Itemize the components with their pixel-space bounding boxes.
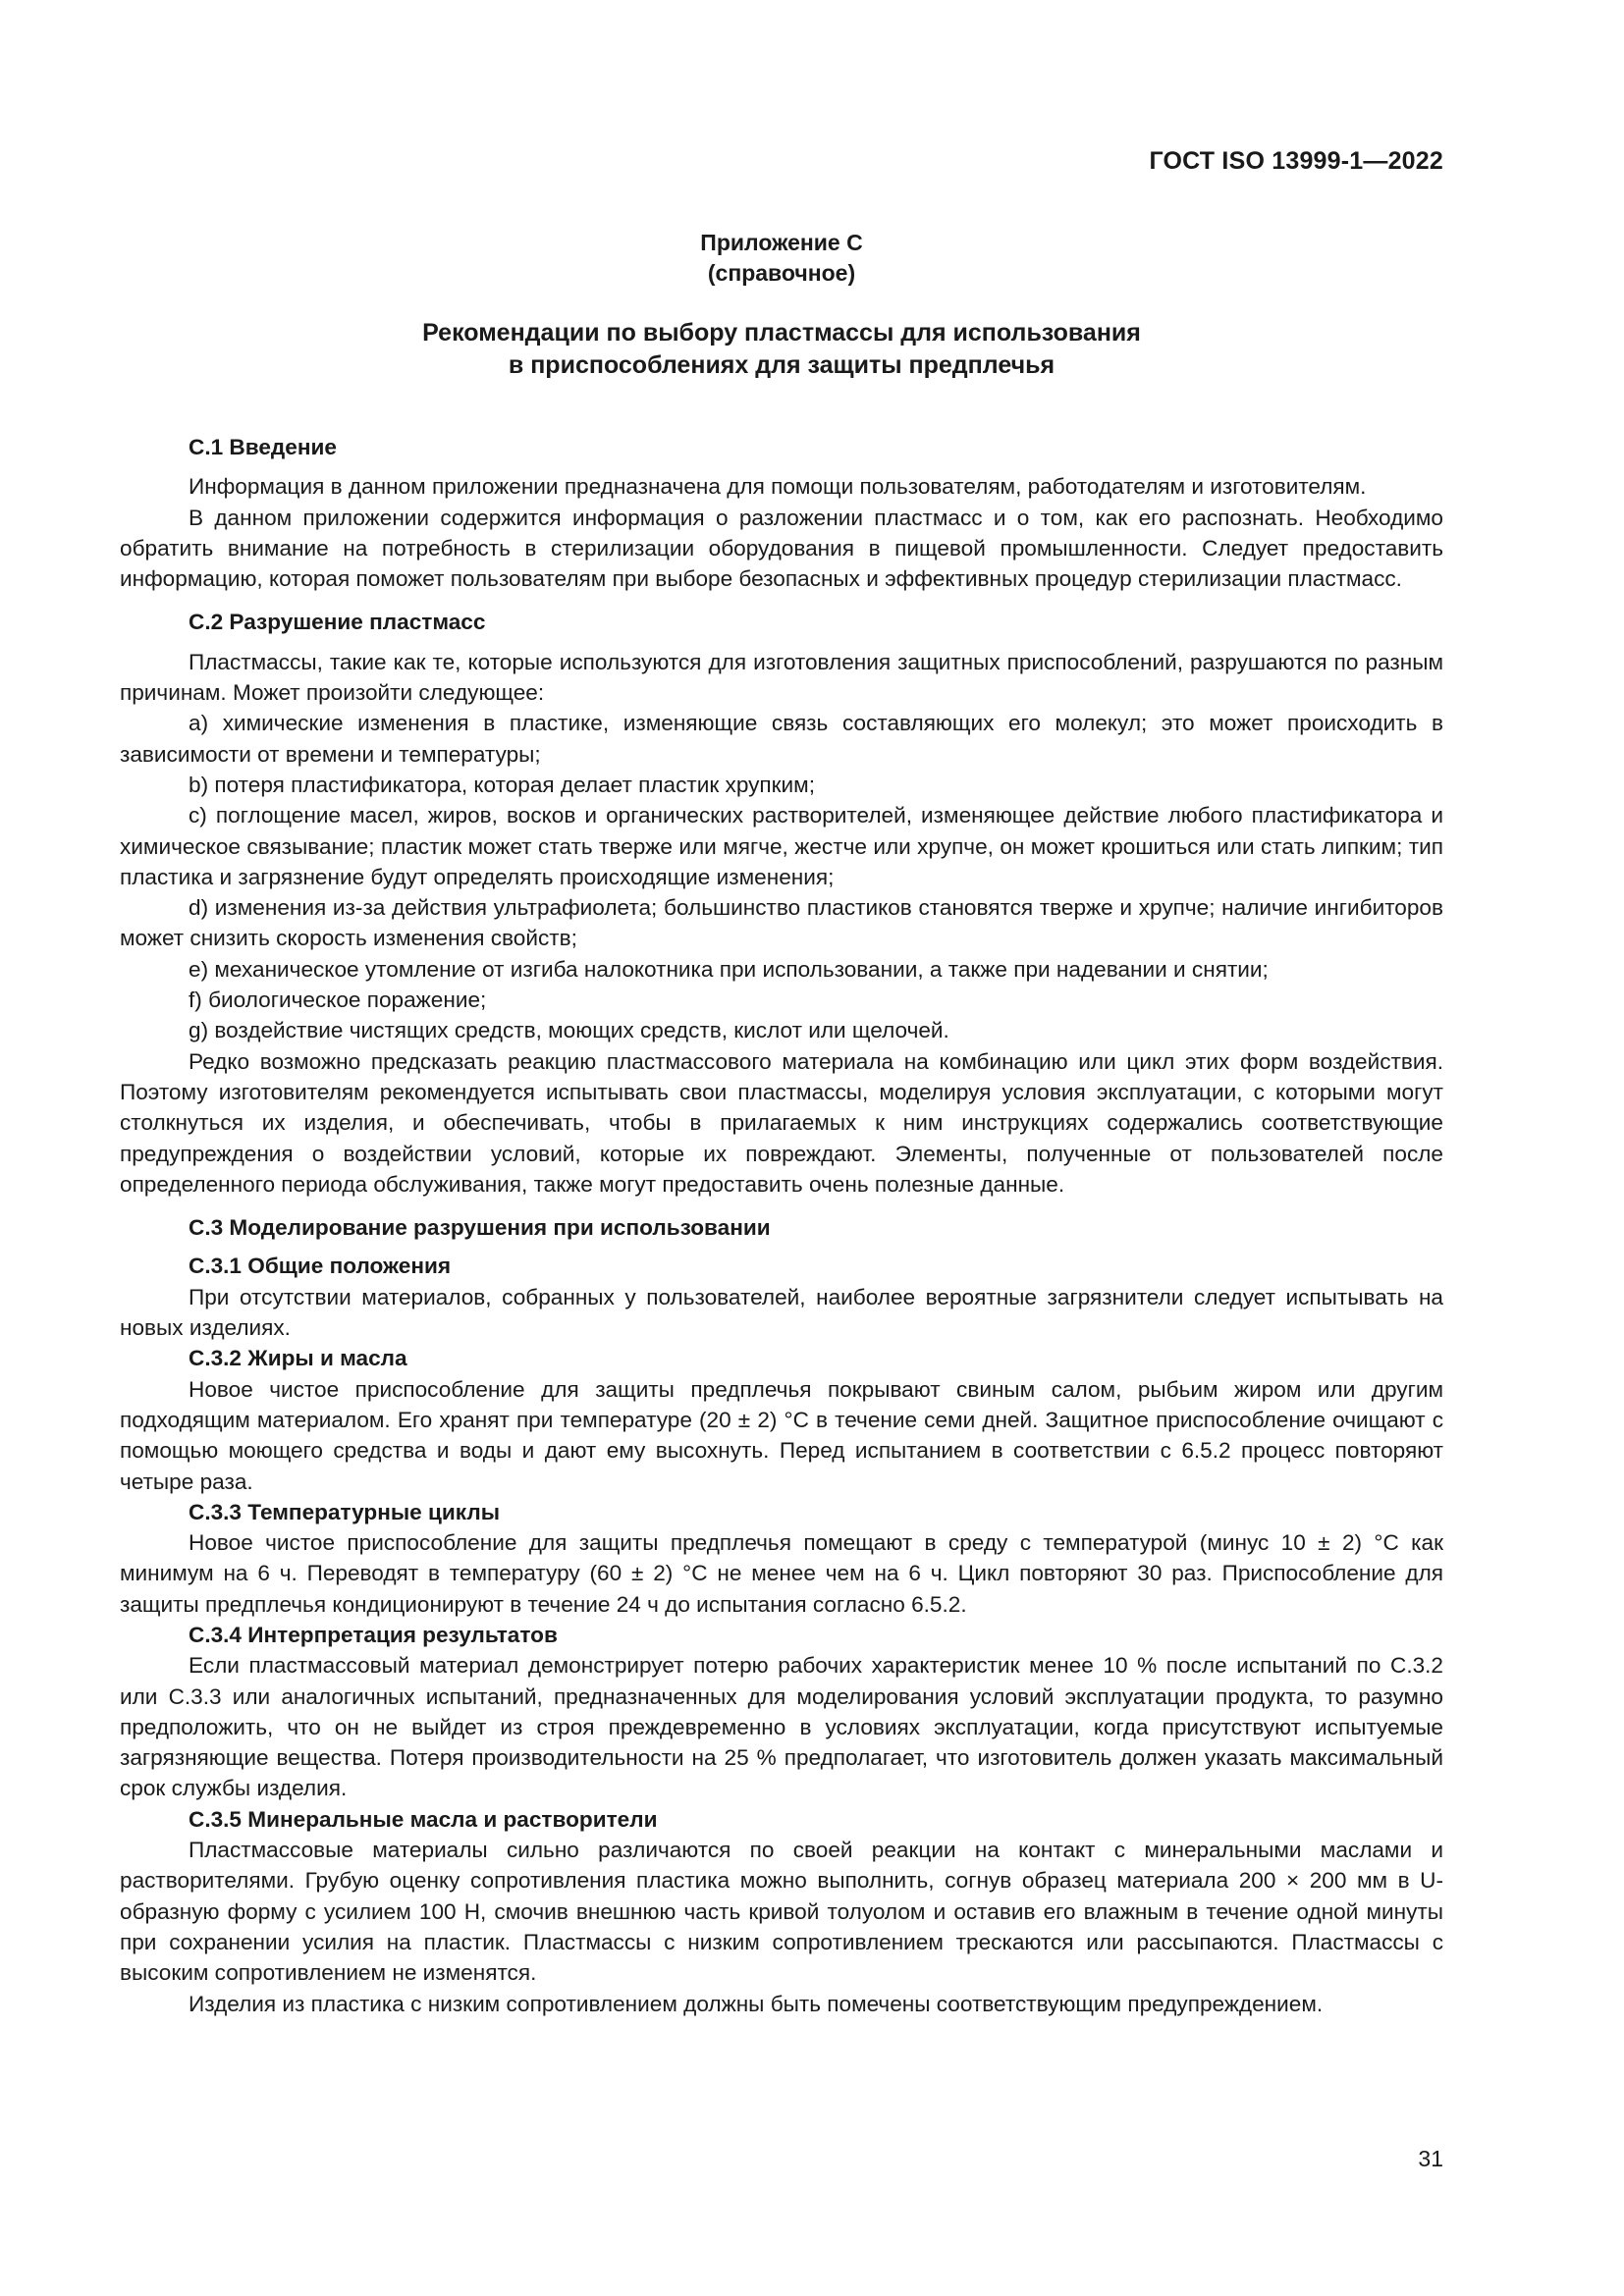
- paragraph: В данном приложении содержится информация о разложении пластмасс и о том, как его распознать. Необходимо обратить внимание на потребность в стерилизации оборудования в пищевой промышленности. Следует предоставить информацию, которая поможет пользователям при выборе безопасных и эффективных процедур стерилизации пластмасс.: [120, 505, 1443, 592]
- paragraph: Пластмассы, такие как те, которые используются для изготовления защитных приспособлений, разрушаются по разным причинам. Может произойти следующее:: [120, 649, 1443, 706]
- section-heading-c3: С.3 Моделирование разрушения при использовании: [189, 1215, 771, 1241]
- list-item: g) воздействие чистящих средств, моющих средств, кислот или щелочей.: [189, 1018, 949, 1043]
- subsection-heading-c33: С.3.3 Температурные циклы: [189, 1499, 501, 1524]
- list-item: d) изменения из-за действия ультрафиолета; большинство пластиков становятся тверже и хрупче; наличие ингибиторов может снизить скорость изменения свойств;: [120, 895, 1443, 951]
- list-item: c) поглощение масел, жиров, восков и органических растворителей, изменяющее действие любого пластификатора и химическое связывание; пластик может стать тверже или мягче, жестче или хрупче, он может крошиться или стать липким; тип пластика и загрязнение будут определять происходящие изменения;: [120, 803, 1443, 889]
- paragraph: Новое чистое приспособление для защиты предплечья покрывают свиным салом, рыбьим жиром или другим подходящим материалом. Его хранят при температуре (20 ± 2) °С в течение семи дней. Защитное приспособление очищают с помощью моющего средства и воды и дают ему высохнуть. Перед испытанием в соответствии с 6.5.2 процесс повторяют четыре раза.: [120, 1376, 1443, 1494]
- section-heading-c1: С.1 Введение: [189, 435, 337, 459]
- annex-heading: [120, 228, 1443, 289]
- annex-title-line-2: в приспособлениях для защиты предплечья: [508, 351, 1056, 379]
- document-body: [120, 432, 1443, 2019]
- list-item: f) биологическое поражение;: [189, 988, 487, 1013]
- list-item: e) механическое утомление от изгиба налокотника при использовании, а также при надевании и снятии;: [189, 956, 1269, 982]
- annex-status: (справочное): [707, 260, 856, 286]
- annex-label: Приложение С: [700, 230, 863, 255]
- annex-title-line-1: Рекомендации по выбору пластмассы для использования: [422, 319, 1141, 347]
- paragraph: Если пластмассовый материал демонстрирует потерю рабочих характеристик менее 10 % после испытаний по С.3.2 или С.3.3 или аналогичных испытаний, предназначенных для моделирования условий эксплуатации продукта, то разумно предположить, что он не выйдет из строя преждевременно в условиях эксплуатации, когда присутствуют испытуемые загрязняющие вещества. Потеря производительности на 25 % предполагает, что изготовитель должен указать максимальный срок службы изделия.: [120, 1653, 1443, 1801]
- paragraph: Новое чистое приспособление для защиты предплечья помещают в среду с температурой (минус 10 ± 2) °С как минимум на 6 ч. Переводят в температуру (60 ± 2) °С не менее чем на 6 ч. Цикл повторяют 30 раз. Приспособление для защиты предплечья кондиционируют в течение 24 ч до испытания согласно 6.5.2.: [120, 1530, 1443, 1617]
- paragraph: Редко возможно предсказать реакцию пластмассового материала на комбинацию или цикл этих форм воздействия. Поэтому изготовителям рекомендуется испытывать свои пластмассы, моделируя условия эксплуатации, с которыми могут столкнуться их изделия, и обеспечивать, чтобы в прилагаемых к ним инструкциях содержались соответствующие предупреждения о воздействии условий, которые их повреждают. Элементы, полученные от пользователей после определенного периода обслуживания, также могут предоставить очень полезные данные.: [120, 1048, 1443, 1197]
- paragraph: При отсутствии материалов, собранных у пользователей, наиболее вероятные загрязнители следует испытывать на новых изделиях.: [120, 1284, 1443, 1341]
- page-number: 31: [1418, 2146, 1443, 2171]
- paragraph: Информация в данном приложении предназначена для помощи пользователям, работодателям и изготовителям.: [189, 474, 1367, 500]
- section-heading-c2: С.2 Разрушение пластмасс: [189, 610, 486, 635]
- subsection-heading-c35: С.3.5 Минеральные масла и растворители: [189, 1806, 658, 1832]
- list-item: b) потеря пластификатора, которая делает пластик хрупким;: [189, 772, 815, 797]
- paragraph: Пластмассовые материалы сильно различаются по своей реакции на контакт с минеральными маслами и растворителями. Грубую оценку сопротивления пластика можно выполнить, согнув образец материала 200 × 200 мм в U-образную форму с усилием 100 Н, смочив внешнюю часть кривой толуолом и оставив его влажным в течение одной минуты при сохранении усилия на пластик. Пластмассы с низким сопротивлением трескаются или рассыпаются. Пластмассы с высоким сопротивлением не изменятся.: [120, 1838, 1443, 1986]
- document-id-header: ГОСТ ISO 13999-1—2022: [1149, 147, 1443, 175]
- list-item: a) химические изменения в пластике, изменяющие связь составляющих его молекул; это может происходить в зависимости от времени и температуры;: [120, 711, 1443, 767]
- subsection-heading-c32: С.3.2 Жиры и масла: [189, 1346, 407, 1371]
- subsection-heading-c31: С.3.1 Общие положения: [189, 1254, 452, 1279]
- paragraph: Изделия из пластика с низким сопротивлением должны быть помечены соответствующим предупреждением.: [189, 1991, 1324, 2016]
- annex-title: [120, 317, 1443, 382]
- subsection-heading-c34: С.3.4 Интерпретация результатов: [189, 1622, 558, 1647]
